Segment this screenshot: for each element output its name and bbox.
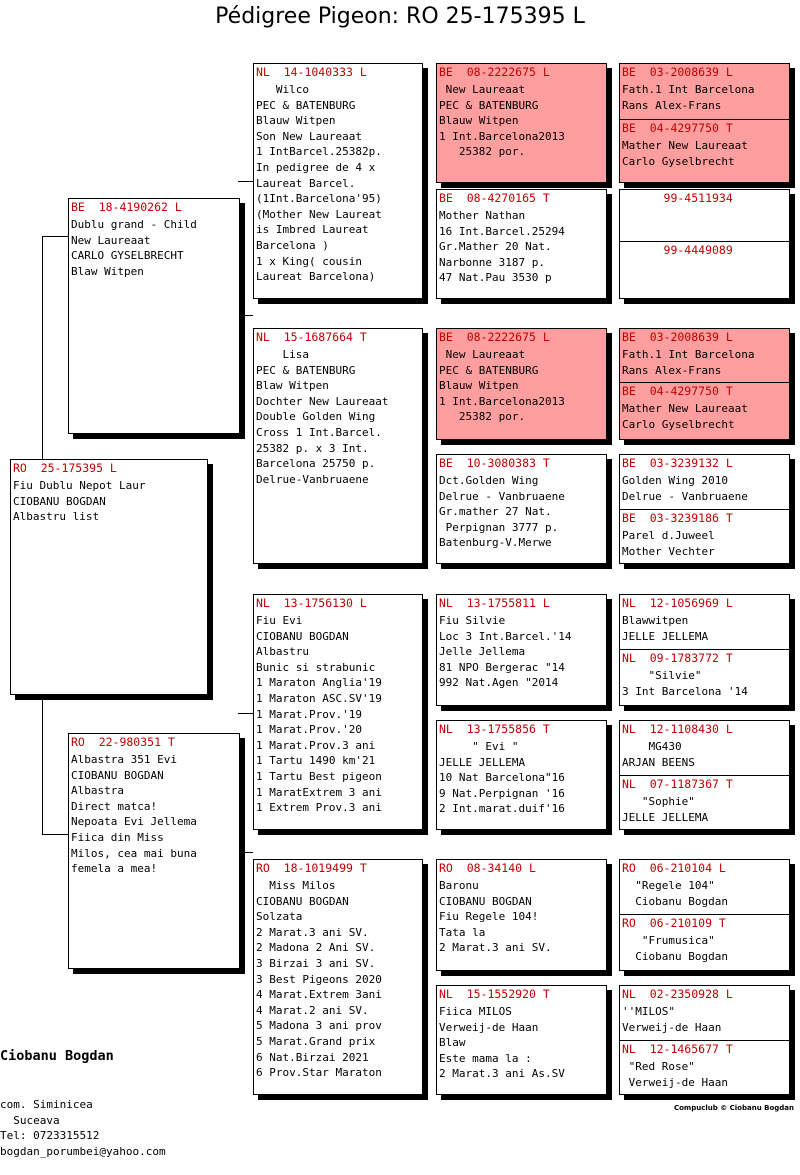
subject-box: [10, 459, 208, 695]
grandparent-info: Lisa PEC & BATENBURG Blaw Witpen Dochter New Laureaat Double Golden Wing Cross 1 Int.Barcel. 25382 p. x 3 Int. Barcelona 25750 p. Delrue-Vanbruaene: [256, 348, 389, 486]
ancestor-entry: [620, 986, 789, 1035]
ancestor-ring: NL 12-1108430 L: [622, 722, 733, 736]
ancestor-entry: [620, 329, 789, 378]
ancestor-info: "Regele 104" Ciobanu Bogdan: [635, 879, 728, 908]
great-grandparent-box: [436, 454, 607, 564]
ancestor-ring: 99-4511934: [622, 191, 733, 205]
ancestor-entry: [620, 650, 789, 699]
ancestor-info: "Sophie" JELLE JELLEMA: [622, 795, 709, 824]
ancestor-info: Baronu CIOBANU BOGDAN Fiu Regele 104! Tata la 2 Marat.3 ani SV.: [439, 879, 552, 955]
ancestor-info: " Evi " JELLE JELLEMA 10 Nat Barcelona"16 9 Nat.Perpignan '16 2 Int.marat.duif'16: [439, 740, 565, 816]
connector-line: [42, 695, 43, 835]
great-great-grandparent-box: [619, 594, 790, 706]
ancestor-ring: NL 13-1755856 T: [439, 722, 550, 736]
great-great-grandparent-box: [619, 63, 790, 183]
ancestor-entry: [620, 510, 789, 559]
ancestor-ring: NL 13-1755811 L: [439, 596, 550, 610]
grandparent-info: Wilco PEC & BATENBURG Blauw Witpen Son New Laureaat 1 IntBarcel.25382p. In pedigree de 4 x Laureat Barcel. (1Int.Barcelona'95) (Mother New Laureat is Imbred Laureat Barcelona ) 1 x King( cousin Laureat Barcelona): [256, 83, 382, 284]
ancestor-entry: [620, 383, 789, 432]
ancestor-ring: RO 08-34140 L: [439, 861, 536, 875]
connector-line: [238, 181, 253, 182]
ancestor-entry: [620, 860, 789, 909]
grandparent-info: Miss Milos CIOBANU BOGDAN Solzata 2 Marat.3 ani SV. 2 Madona 2 Ani SV. 3 Birzai 3 ani SV. 3 Best Pigeons 2020 4 Marat.Extrem 3ani 4 Marat.2 ani SV. 5 Madona 3 ani prov 5 Marat.Grand prix 6 Nat.Birzai 2021 6 Prov.Star Maraton: [256, 879, 382, 1080]
ancestor-info: Blawwitpen JELLE JELLEMA: [622, 614, 709, 643]
great-great-grandparent-box: [619, 454, 790, 564]
connector-line: [238, 713, 253, 714]
great-grandparent-box: [436, 189, 607, 299]
ancestor-ring: BE 03-2008639 L: [622, 65, 733, 79]
great-grandparent-box: [436, 328, 607, 440]
ancestor-ring: NL 09-1783772 T: [622, 651, 733, 665]
connector-line: [42, 236, 43, 460]
great-great-grandparent-box: [619, 985, 790, 1095]
ancestor-ring: NL 02-2350928 L: [622, 987, 733, 1001]
ancestor-info: Fiica MILOS Verweij-de Haan Blaw Este mama la : 2 Marat.3 ani As.SV: [439, 1005, 565, 1081]
ancestor-ring: NL 12-1056969 L: [622, 596, 733, 610]
ancestor-entry: [620, 64, 789, 113]
ancestor-ring: NL 12-1465677 T: [622, 1042, 733, 1056]
ancestor-ring: BE 08-4270165 T: [439, 191, 550, 205]
ancestor-ring: BE 10-3080383 T: [439, 456, 550, 470]
ancestor-ring: BE 04-4297750 T: [622, 384, 733, 398]
great-grandparent-box: [436, 63, 607, 183]
ancestor-info: Mother Nathan 16 Int.Barcel.25294 Gr.Mather 20 Nat. Narbonne 3187 p. 47 Nat.Pau 3530 p: [439, 209, 565, 285]
ancestor-entry: [620, 455, 789, 504]
great-great-grandparent-box: [619, 859, 790, 971]
ancestor-ring: BE 08-2222675 L: [439, 330, 550, 344]
great-great-grandparent-box: [619, 720, 790, 830]
breeder-name: Ciobanu Bogdan: [0, 1048, 114, 1064]
ancestor-info: ''MILOS" Verweij-de Haan: [622, 1005, 722, 1034]
sire-box: [68, 198, 240, 434]
connector-line: [238, 315, 253, 316]
ancestor-info: Dct.Golden Wing Delrue - Vanbruaene Gr.mather 27 Nat. Perpignan 3777 p. Batenburg-V.Merwe: [439, 474, 565, 550]
great-grandparent-box: [436, 985, 607, 1095]
ancestor-info: "Red Rose" Verweij-de Haan: [628, 1060, 728, 1089]
ancestor-info: Fath.1 Int Barcelona Rans Alex-Frans: [622, 83, 755, 112]
ancestor-entry: [620, 120, 789, 169]
breeder-info: [0, 1015, 166, 1175]
grandparent-box: [253, 63, 423, 299]
footer-credit: Compuclub © Ciobanu Bogdan: [673, 1104, 794, 1112]
great-great-grandparent-box: [619, 189, 790, 299]
ancestor-info: "Silvie" 3 Int Barcelona '14: [622, 669, 748, 698]
ancestor-info: Mather New Laureaat Carlo Gyselbrecht: [622, 139, 748, 168]
grandparent-ring: NL 14-1040333 L: [256, 65, 367, 79]
ancestor-entry: [620, 595, 789, 644]
grandparent-ring: NL 15-1687664 T: [256, 330, 367, 344]
ancestor-info: Fiu Silvie Loc 3 Int.Barcel.'14 Jelle Jellema 81 NPO Bergerac "14 992 Nat.Agen "2014: [439, 614, 572, 690]
page-title: Pédigree Pigeon: RO 25-175395 L: [215, 4, 585, 29]
grandparent-ring: NL 13-1756130 L: [256, 596, 367, 610]
dam-box: [68, 733, 240, 969]
ancestor-info: Parel d.Juweel Mother Vechter: [622, 529, 715, 558]
grandparent-info: Fiu Evi CIOBANU BOGDAN Albastru Bunic si strabunic 1 Maraton Anglia'19 1 Maraton ASC.SV'19 1 Marat.Prov.'19 1 Marat.Prov.'20 1 Marat.Prov.3 ani 1 Tartu 1490 km'21 1 Tartu Best pigeon 1 MaratExtrem 3 ani 1 Extrem Prov.3 ani: [256, 614, 382, 815]
sire-ring: BE 18-4190262 L: [71, 200, 182, 214]
dam-info: Albastra 351 Evi CIOBANU BOGDAN Albastra Direct matca! Nepoata Evi Jellema Fiica din Miss Milos, cea mai buna femela a mea!: [71, 753, 197, 876]
subject-info: Fiu Dublu Nepot Laur CIOBANU BOGDAN Albastru list: [13, 479, 146, 524]
ancestor-ring: RO 06-210104 L: [622, 861, 726, 875]
great-grandparent-box: [436, 594, 607, 706]
connector-line: [238, 852, 253, 853]
ancestor-info: New Laureaat PEC & BATENBURG Blauw Witpen 1 Int.Barcelona2013 25382 por.: [439, 348, 565, 424]
subject-ring: RO 25-175395 L: [13, 461, 117, 475]
great-great-grandparent-box: [619, 328, 790, 440]
ancestor-info: MG430 ARJAN BEENS: [622, 740, 695, 769]
connector-line: [42, 236, 68, 237]
ancestor-ring: RO 06-210109 T: [622, 916, 726, 930]
ancestor-info: "Frumusica" Ciobanu Bogdan: [635, 934, 728, 963]
breeder-contact: com. Siminicea Suceava Tel: 0723315512 bogdan_porumbei@yahoo.com: [0, 1098, 166, 1158]
ancestor-ring: BE 04-4297750 T: [622, 121, 733, 135]
ancestor-entry: [620, 1041, 789, 1090]
ancestor-ring: 99-4449089: [622, 243, 733, 257]
ancestor-ring: BE 03-2008639 L: [622, 330, 733, 344]
grandparent-ring: RO 18-1019499 T: [256, 861, 367, 875]
ancestor-entry: [620, 776, 789, 825]
ancestor-entry: [620, 721, 789, 770]
grandparent-box: [253, 328, 423, 564]
ancestor-ring: BE 08-2222675 L: [439, 65, 550, 79]
ancestor-entry: [620, 190, 789, 208]
ancestor-ring: BE 03-3239186 T: [622, 511, 733, 525]
ancestor-ring: NL 07-1187367 T: [622, 777, 733, 791]
ancestor-info: New Laureaat PEC & BATENBURG Blauw Witpen 1 Int.Barcelona2013 25382 por.: [439, 83, 565, 159]
ancestor-ring: NL 15-1552920 T: [439, 987, 550, 1001]
grandparent-box: [253, 594, 423, 830]
great-grandparent-box: [436, 720, 607, 830]
ancestor-entry: [620, 915, 789, 964]
great-grandparent-box: [436, 859, 607, 971]
ancestor-ring: BE 03-3239132 L: [622, 456, 733, 470]
connector-line: [42, 834, 68, 835]
ancestor-info: Mather New Laureaat Carlo Gyselbrecht: [622, 402, 748, 431]
sire-info: Dublu grand - Child New Laureaat CARLO GYSELBRECHT Blaw Witpen: [71, 218, 197, 278]
dam-ring: RO 22-980351 T: [71, 735, 175, 749]
ancestor-entry: [620, 242, 789, 260]
ancestor-info: Golden Wing 2010 Delrue - Vanbruaene: [622, 474, 748, 503]
ancestor-info: Fath.1 Int Barcelona Rans Alex-Frans: [622, 348, 755, 377]
grandparent-box: [253, 859, 423, 1095]
